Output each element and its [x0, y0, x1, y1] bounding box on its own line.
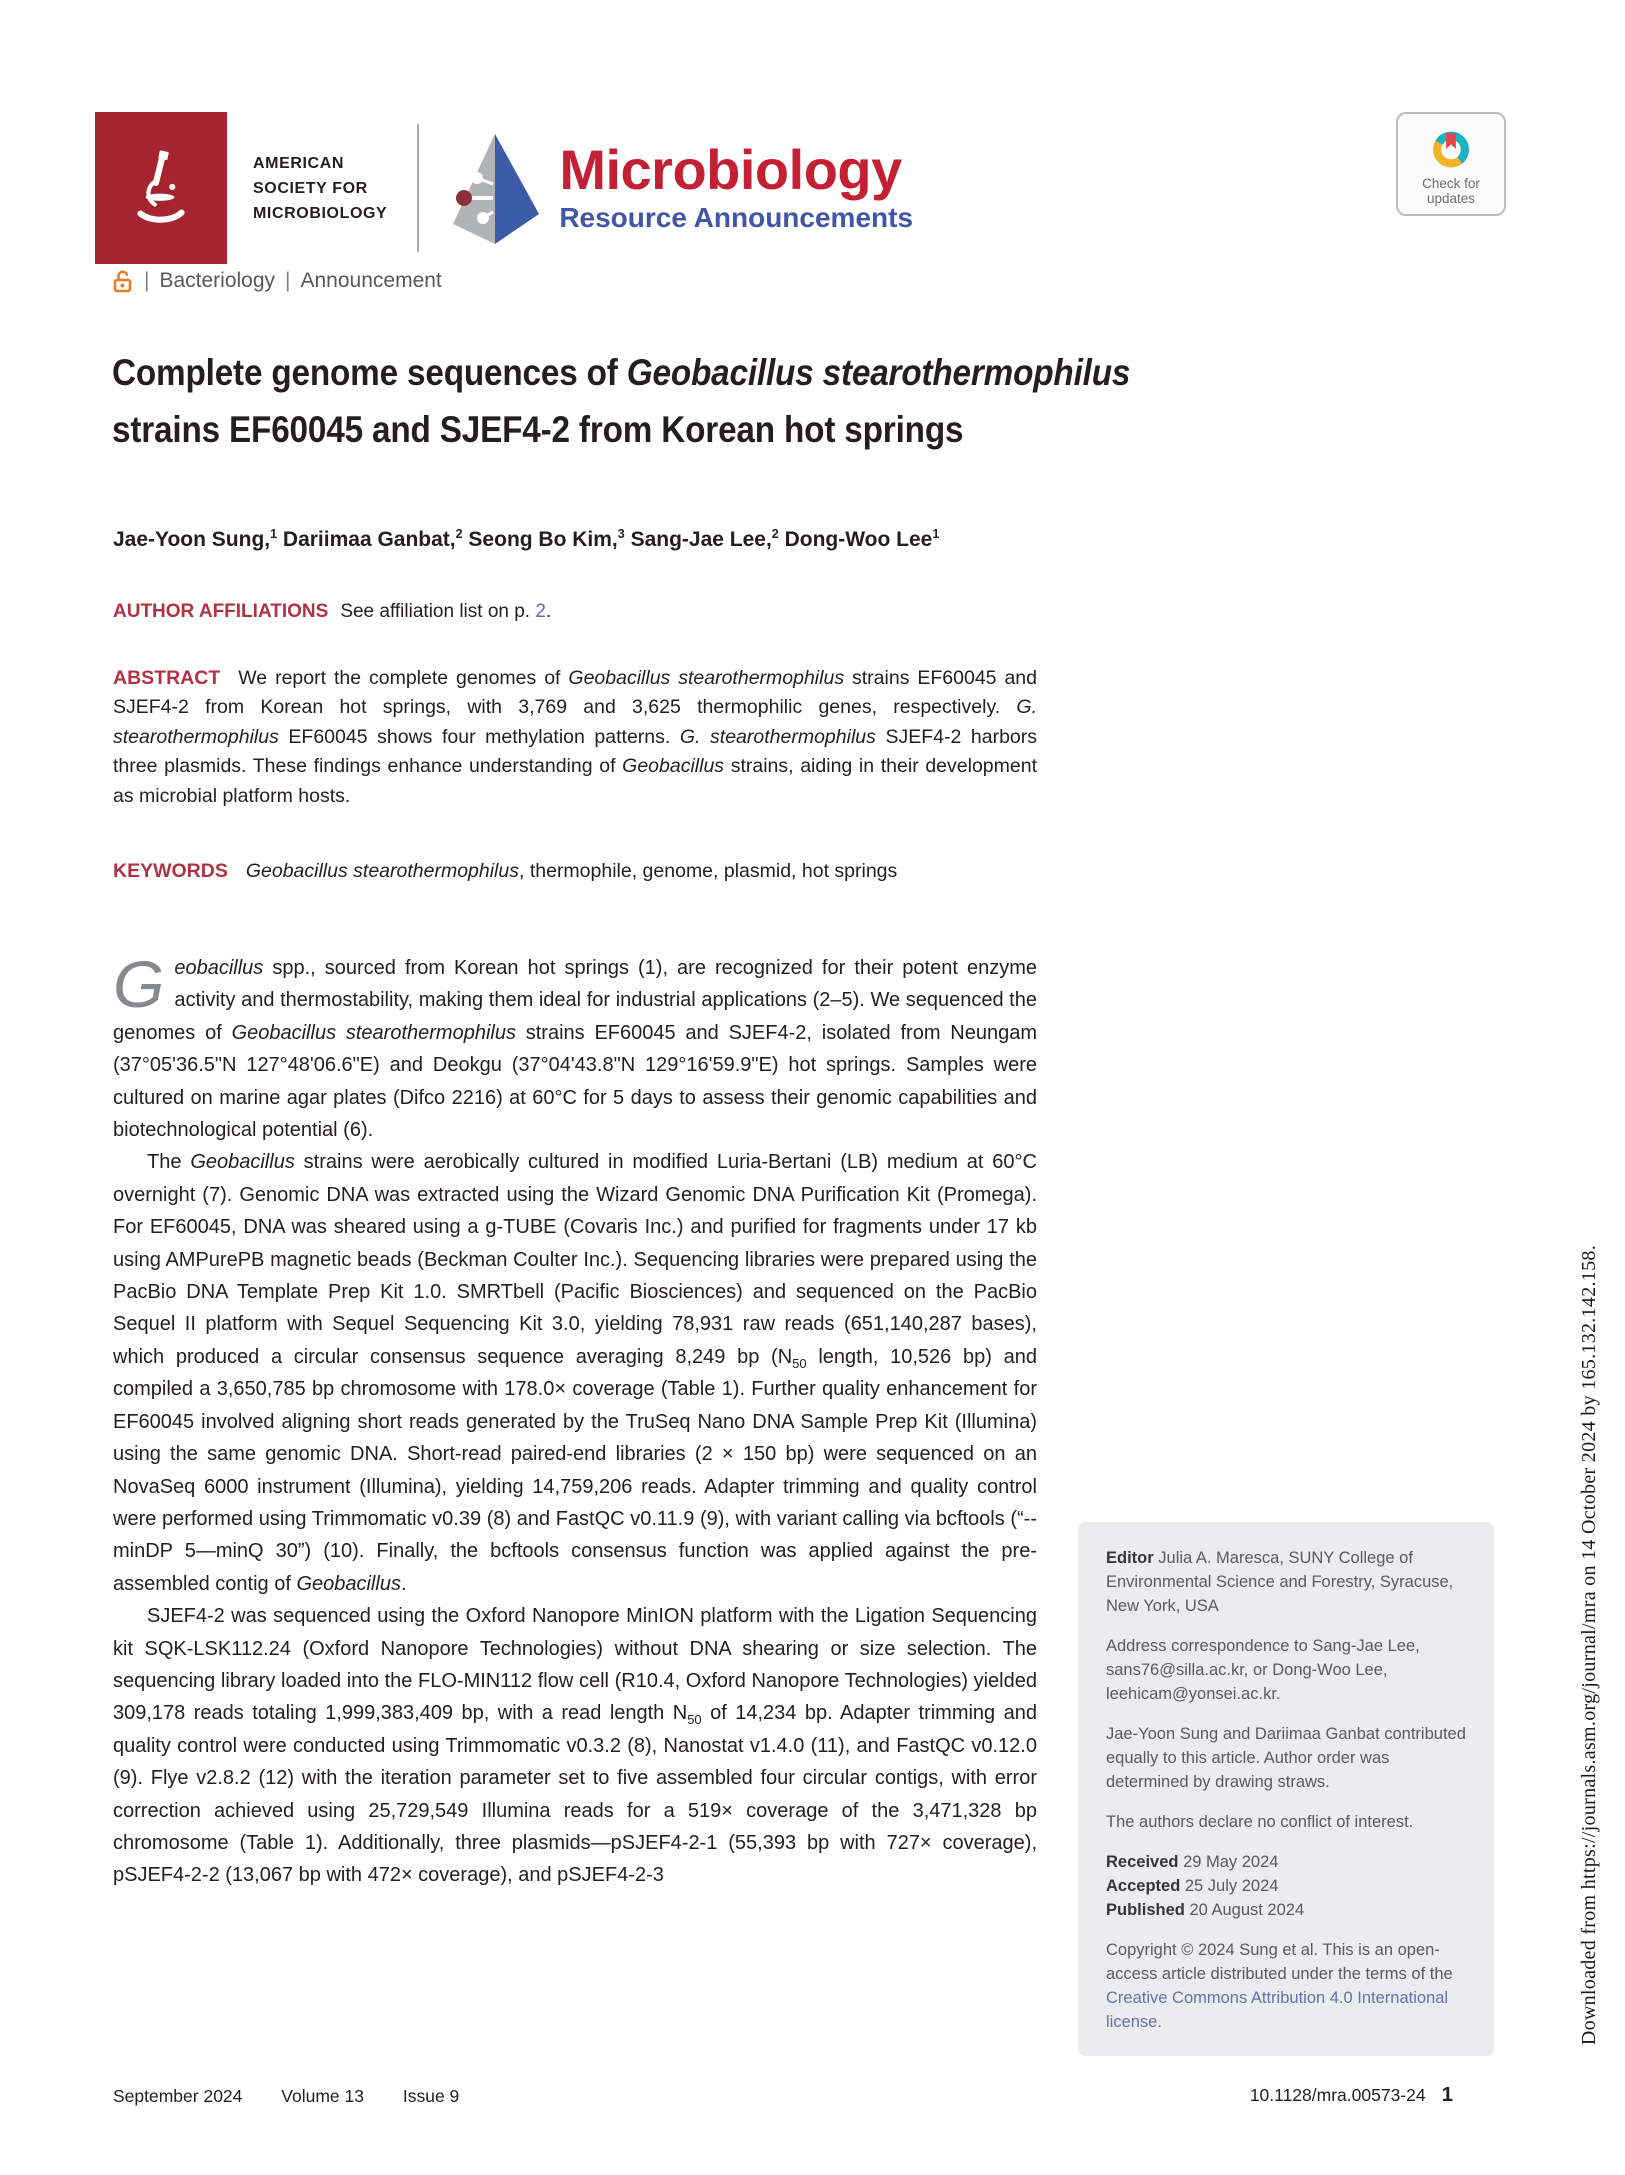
body-paragraph: The Geobacillus strains were aerobically cultured in modified Luria-Bertani (LB) medium at 60°C overnight (7). Genomic DNA was extracted using the Wizard Genomic DNA Purification Kit (Promega). For EF60045, DNA was sheared using a g-TUBE (Covaris Inc.) and purified for fragments under 17 kb using AMPurePB magnetic beads (Beckman Coulter Inc.). Sequencing libraries were prepared using the PacBio DNA Template Prep Kit 1.0. SMRTbell (Pacific Biosciences) and sequenced on the PacBio Sequel II platform with Sequel Sequencing Kit 3.0, yielding 78,931 raw reads (651,140,287 bases), which produced a circular consensus sequence averaging 8,249 bp ($N_{50}$ length, 10,526 bp) and compiled a 3,650,785 bp chromosome with 178.0× coverage (Table 1). Further quality enhancement for EF60045 involved aligning short reads generated by the TruSeq Nano DNA Sample Prep Kit (Illumina) using the same genomic DNA. Short-read paired-end libraries (2 × 150 bp) were sequenced on an NovaSeq 6000 instrument (Illumina), yielding 14,759,206 reads. Adapter trimming and quality control were performed using Trimmomatic v0.39 (8) and FastQC v0.11.9 (9), with variant calling via bcftools (“--minDP 5—minQ 30”) (10). Finally, the bcftools consensus function was applied against the pre-assembled contig of Geobacillus.	[113, 1151, 1037, 1595]
body-paragraph: SJEF4-2 was sequenced using the Oxford Nanopore MinION platform with the Ligation Sequencing kit SQK-LSK112.24 (Oxford Nanopore Technologies) without DNA shearing or size selection. The sequencing library loaded into the FLO-MIN112 flow cell (R10.4, Oxford Nanopore Technologies) yielded 309,178 reads totaling 1,999,383,409 bp, with a read length $N_{50}$ of 14,234 bp. Adapter trimming and quality control were conducted using Trimmomatic v0.3.2 (8), Nanostat v1.4.0 (11), and FastQC v0.12.0 (9). Flye v2.8.2 (12) with the iteration parameter set to five assembled four circular contigs, with error correction achieved using 25,729,549 Illumina reads for a 519× coverage of the 3,471,328 bp chromosome (Table 1). Additionally, three plasmids—pSJEF4-2-1 (55,393 bp with 727× coverage), pSJEF4-2-2 (13,067 bp with 472× coverage), and pSJEF4-2-3	[113, 1605, 1037, 1887]
asm-society-line: AMERICAN	[253, 154, 345, 172]
crossmark-icon	[1425, 122, 1477, 174]
asm-society-line: MICROBIOLOGY	[253, 204, 388, 222]
authors-line: Jae-Yoon Sung,$^1$ Dariimaa Ganbat,$^2$ Seong Bo Kim,$^3$ Sang-Jae Lee,$^2$ Dong-Woo Lee$^1$	[113, 527, 940, 551]
author-affiliations-line	[113, 601, 551, 623]
keywords-text: Geobacillus stearothermophilus, thermophile, genome, plasmid, hot springs	[245, 860, 898, 882]
journal-name-block	[559, 138, 914, 234]
creative-commons-link[interactable]: Creative Commons Attribution 4.0 International license.	[1106, 1989, 1449, 2031]
correspondence-info: Address correspondence to Sang-Jae Lee, sans76@silla.ac.kr, or Dong-Woo Lee, leehicam@yonsei.ac.kr.	[1106, 1637, 1420, 1703]
meta-separator: |	[285, 269, 291, 292]
download-watermark: Downloaded from https://journals.asm.org/journal/mra on 14 October 2024 by 165.132.142.158.	[1578, 1245, 1600, 2046]
footer-doi-block	[1250, 2083, 1453, 2107]
accepted-label: Accepted	[1106, 1877, 1181, 1895]
check-for-updates-badge[interactable]	[1396, 112, 1506, 216]
editor-label: Editor	[1106, 1549, 1154, 1567]
article-info-sidebar	[1078, 1522, 1494, 2056]
article-body	[113, 947, 1037, 1892]
contribution-note: Jae-Yoon Sung and Dariimaa Ganbat contributed equally to this article. Author order was determined by drawing straws.	[1106, 1725, 1466, 1791]
editor-info	[1106, 1546, 1466, 1618]
footer-volume: Volume 13	[281, 2086, 364, 2106]
journal-title: Microbiology	[559, 138, 902, 201]
article-dates	[1106, 1850, 1466, 1922]
affiliations-text: See affiliation list on p.	[340, 601, 531, 622]
abstract-paragraph	[113, 664, 1037, 811]
editor-text: Julia A. Maresca, SUNY College of Environmental Science and Forestry, Syracuse, New York, USA	[1106, 1549, 1454, 1615]
affiliations-label: AUTHOR AFFILIATIONS	[113, 601, 329, 622]
mra-pyramid-logo	[443, 131, 543, 245]
received-label: Received	[1106, 1853, 1179, 1871]
published-date: 20 August 2024	[1189, 1901, 1305, 1919]
footer-issue: Issue 9	[402, 2086, 460, 2106]
footer-date: September 2024	[113, 2086, 243, 2106]
abstract-text: We report the complete genomes of Geobacillus stearothermophilus strains EF60045 and SJEF4-2 from Korean hot springs, with 3,769 and 3,625 thermophilic genes, respectively. G. stearothermophilus EF60045 shows four methylation patterns. G. stearothermophilus SJEF4-2 harbors three plasmids. These findings enhance understanding of Geobacillus strains, aiding in their development as microbial platform hosts.	[113, 667, 1038, 807]
received-date: 29 May 2024	[1183, 1853, 1279, 1871]
page-title: Complete genome sequences of Geobacillus stearothermophilus strains EF60045 and SJEF4-2 from Korean hot springs	[112, 352, 1131, 450]
affiliation-page-link[interactable]: 2	[535, 601, 546, 622]
keywords-label: KEYWORDS	[113, 860, 228, 882]
asm-society-line: SOCIETY FOR	[253, 179, 368, 197]
dropcap: G	[113, 947, 165, 1021]
microscope-icon	[128, 148, 194, 228]
masthead-divider	[417, 124, 419, 252]
affiliations-period: .	[545, 601, 552, 622]
doi: 10.1128/mra.00573-24	[1249, 2085, 1426, 2105]
footer-issue-info	[113, 2086, 493, 2107]
conflict-statement: The authors declare no conflict of interest.	[1106, 1813, 1414, 1831]
body-paragraph: Geobacillus spp., sourced from Korean hot springs (1), are recognized for their potent enzyme activity and thermostability, making them ideal for industrial applications (2–5). We sequenced the genomes of Geobacillus stearothermophilus strains EF60045 and SJEF4-2, isolated from Neungam (37°05'36.5"N 127°48'06.6"E) and Deokgu (37°04'43.8"N 129°16'59.9"E) hot springs. Samples were cultured on marine agar plates (Difco 2216) at 60°C for 5 days to assess their genomic capabilities and biotechnological potential (6).	[113, 947, 1037, 1142]
section-label: Bacteriology	[159, 269, 276, 292]
open-access-icon	[112, 268, 134, 294]
page-number: 1	[1441, 2083, 1453, 2106]
check-for-updates-label: Check for updates	[1422, 176, 1480, 206]
meta-separator: |	[144, 269, 150, 292]
abstract-label: ABSTRACT	[113, 667, 221, 689]
copyright-statement	[1106, 1938, 1466, 2034]
journal-subtitle: Resource Announcements	[559, 202, 914, 233]
copyright-text: Copyright © 2024 Sung et al. This is an open-access article distributed under the terms of the	[1106, 1941, 1453, 1983]
article-type-label: Announcement	[300, 269, 442, 292]
masthead	[95, 112, 913, 264]
asm-logo	[95, 112, 227, 264]
asm-society-name	[253, 151, 387, 226]
keywords-paragraph	[113, 857, 1037, 886]
article-meta-row	[112, 268, 442, 294]
published-label: Published	[1106, 1901, 1185, 1919]
accepted-date: 25 July 2024	[1184, 1877, 1279, 1895]
